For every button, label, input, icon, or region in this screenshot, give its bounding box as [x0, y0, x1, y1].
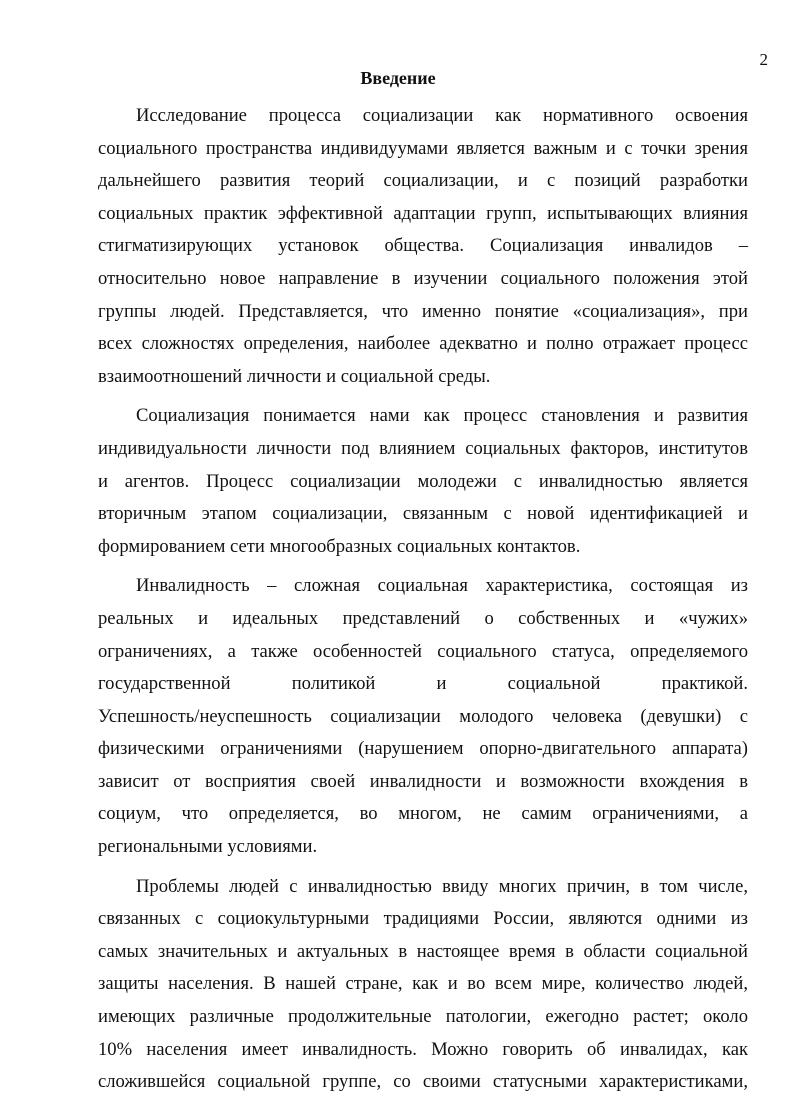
text-line: Проблемы людей с инвалидностью ввиду многих причин, в том числе, — [136, 875, 748, 897]
text-line: относительно новое направление в изучении социального положения этой — [98, 267, 748, 289]
paragraph — [98, 871, 748, 1099]
text-line: связанных с социокультурными традициями России, являются одними из — [98, 908, 748, 930]
text-line: Социализация понимается нами как процесс становления и развития — [136, 405, 748, 427]
text-line: ограничениях, а также особенностей социального статуса, определяемого — [98, 640, 748, 662]
section-title: Введение — [360, 68, 436, 88]
text-line: имеющих различные продолжительные патологии, ежегодно растет; около — [98, 1006, 748, 1028]
text-line: и агентов. Процесс социализации молодежи с инвалидностью является — [98, 470, 748, 492]
paragraph — [98, 400, 748, 563]
text-line: формированием сети многообразных социальных контактов. — [98, 535, 581, 557]
text-line: защиты населения. В нашей стране, как и во всем мире, количество людей, — [98, 973, 748, 995]
text-line: взаимоотношений личности и социальной среды. — [98, 365, 491, 387]
text-line: всех сложностях определения, наиболее адекватно и полно отражает процесс — [98, 333, 748, 355]
text-line: социум, что определяется, во многом, не самим ограничениями, а — [98, 803, 748, 825]
text-line: 10% населения имеет инвалидность. Можно говорить об инвалидах, как — [98, 1038, 748, 1060]
text-line: сложившейся социальной группе, со своими статусными характеристиками, — [98, 1071, 748, 1093]
text-line: зависит от восприятия своей инвалидности и возможности вхождения в — [98, 770, 748, 792]
text-line: дальнейшего развития теорий социализации, и с позиций разработки — [98, 170, 748, 192]
text-line: государственной политикой и социальной практикой. — [98, 673, 748, 695]
text-line: региональными условиями. — [98, 836, 318, 858]
text-line: социальных практик эффективной адаптации групп, испытывающих влияния — [98, 202, 748, 224]
paragraph — [98, 100, 748, 393]
text-line: вторичным этапом социализации, связанным с новой идентификацией и — [98, 503, 748, 525]
text-line: реальных и идеальных представлений о собственных и «чужих» — [98, 607, 748, 629]
body-text — [98, 100, 748, 1106]
text-line: Успешность/неуспешность социализации молодого человека (девушки) с — [98, 705, 748, 727]
text-line: социального пространства индивидуумами является важным и с точки зрения — [98, 137, 748, 159]
text-line: стигматизирующих установок общества. Социализация инвалидов – — [98, 235, 748, 257]
text-line: Инвалидность – сложная социальная характеристика, состоящая из — [136, 575, 748, 597]
text-line: самых значительных и актуальных в настоящее время в области социальной — [98, 940, 748, 962]
text-line: группы людей. Представляется, что именно понятие «социализация», при — [98, 300, 748, 322]
text-line: физическими ограничениями (нарушением опорно-двигательного аппарата) — [98, 738, 748, 760]
text-line: индивидуальности личности под влиянием социальных факторов, институтов — [98, 437, 748, 459]
paragraph — [98, 570, 748, 863]
page-number: 2 — [759, 50, 768, 69]
text-line: Исследование процесса социализации как нормативного освоения — [136, 105, 748, 126]
